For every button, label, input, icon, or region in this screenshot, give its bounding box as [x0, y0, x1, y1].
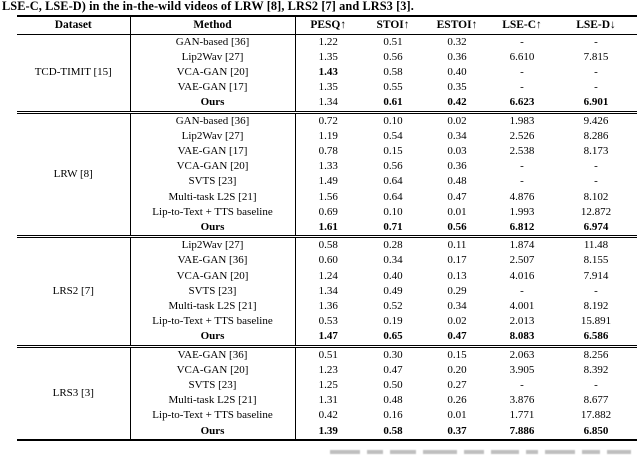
dataset-cell: TCD-TIMIT [15] — [17, 34, 130, 112]
value-cell: 0.60 — [318, 254, 338, 267]
value-cell: 0.26 — [447, 394, 467, 407]
value-cell: 0.56 — [383, 50, 403, 63]
value-cell: 0.42 — [318, 409, 338, 422]
method-cell: SVTS [23] — [130, 284, 295, 299]
value-cell: 15.891 — [580, 315, 612, 328]
value-cell: 0.56 — [447, 220, 467, 233]
value-cell: 7.815 — [583, 50, 609, 63]
value-cell: 4.016 — [509, 269, 535, 282]
value-cell: - — [520, 160, 524, 173]
dataset-group — [17, 112, 637, 237]
value-cell: 8.286 — [583, 129, 609, 142]
value-cell: 1.25 — [318, 378, 338, 391]
dataset-group — [17, 346, 637, 440]
value-cell: 0.52 — [383, 299, 403, 312]
value-cell: 8.192 — [583, 299, 609, 312]
method-cell: VAE-GAN [36] — [130, 253, 295, 268]
text-fragment — [423, 450, 457, 454]
value-cell: 0.47 — [383, 363, 403, 376]
value-cell: 0.48 — [383, 394, 403, 407]
value-cell: 6.610 — [509, 50, 535, 63]
value-cell: 0.47 — [447, 330, 467, 343]
value-cell: 0.34 — [447, 129, 467, 142]
value-cell: 0.13 — [447, 269, 467, 282]
value-cell: 6.850 — [583, 424, 609, 437]
value-cell: 0.10 — [383, 205, 403, 218]
value-cell: 8.083 — [509, 330, 535, 343]
value-cell: 0.53 — [318, 315, 338, 328]
value-cell: 0.15 — [383, 144, 403, 157]
value-cell: 1.61 — [318, 220, 338, 233]
text-fragment — [464, 450, 484, 454]
value-cell: 1.34 — [318, 284, 338, 297]
value-cell: 0.36 — [447, 50, 467, 63]
value-cell: - — [520, 35, 524, 48]
value-cell: 9.426 — [555, 112, 637, 129]
column-header-lse-c: LSE-C↑ — [489, 16, 555, 34]
method-cell: Lip2Wav [27] — [130, 237, 295, 254]
header-row — [17, 16, 637, 34]
value-cell: 1.34 — [318, 96, 338, 109]
value-cell: 0.47 — [447, 190, 467, 203]
value-cell: 0.69 — [318, 205, 338, 218]
method-cell: VAE-GAN [17] — [130, 144, 295, 159]
value-cell: 1.771 — [509, 409, 535, 422]
value-cell: - — [520, 65, 524, 78]
value-cell: - — [594, 175, 598, 188]
cropped-next-caption-fragment — [330, 450, 638, 456]
value-cell: 0.54 — [383, 129, 403, 142]
table-row — [17, 237, 637, 254]
value-cell: 1.24 — [318, 269, 338, 282]
method-cell: Ours — [130, 95, 295, 112]
value-cell: 1.874 — [489, 237, 555, 254]
value-cell: 1.47 — [318, 330, 338, 343]
value-cell: 0.16 — [383, 409, 403, 422]
value-cell: 0.55 — [383, 81, 403, 94]
value-cell: 0.71 — [383, 220, 403, 233]
dataset-group — [17, 237, 637, 346]
text-fragment — [607, 450, 631, 454]
value-cell: 6.901 — [583, 96, 609, 109]
value-cell: 0.40 — [447, 65, 467, 78]
value-cell: 8.392 — [583, 363, 609, 376]
value-cell: 0.29 — [447, 284, 467, 297]
text-fragment — [491, 450, 519, 454]
method-cell: VAE-GAN [17] — [130, 80, 295, 95]
column-header-method: Method — [130, 16, 295, 34]
value-cell: 0.03 — [447, 144, 467, 157]
value-cell: 1.23 — [318, 363, 338, 376]
value-cell: 0.72 — [295, 112, 361, 129]
table-row — [17, 34, 637, 50]
value-cell: - — [594, 284, 598, 297]
value-cell: 0.49 — [383, 284, 403, 297]
value-cell: 2.063 — [489, 346, 555, 363]
value-cell: 8.677 — [583, 394, 609, 407]
value-cell: - — [520, 81, 524, 94]
value-cell: - — [520, 378, 524, 391]
column-header-estoi: ESTOI↑ — [425, 16, 489, 34]
method-cell: Lip2Wav [27] — [130, 129, 295, 144]
value-cell: 0.01 — [447, 205, 467, 218]
text-fragment — [582, 450, 600, 454]
value-cell: 3.876 — [509, 394, 535, 407]
value-cell: 2.013 — [509, 315, 535, 328]
value-cell: 0.64 — [383, 190, 403, 203]
method-cell: Multi-task L2S [21] — [130, 299, 295, 314]
value-cell: 0.17 — [447, 254, 467, 267]
value-cell: 1.33 — [318, 160, 338, 173]
value-cell: 0.50 — [383, 378, 403, 391]
value-cell: 7.886 — [509, 424, 535, 437]
value-cell: 0.51 — [295, 346, 361, 363]
value-cell: 1.39 — [318, 424, 338, 437]
method-cell: Ours — [130, 220, 295, 237]
method-cell: Multi-task L2S [21] — [130, 190, 295, 205]
value-cell: 3.905 — [509, 363, 535, 376]
method-cell: GAN-based [36] — [130, 34, 295, 50]
table-header — [17, 16, 637, 34]
value-cell: 0.48 — [447, 175, 467, 188]
dataset-cell: LRS3 [3] — [17, 346, 130, 440]
value-cell: 1.19 — [318, 129, 338, 142]
table-caption-continuation: LSE-C, LSE-D) in the in-the-wild videos of LRW [8], LRS2 [7] and LRS3 [3]. — [2, 0, 414, 13]
value-cell: 17.882 — [580, 409, 612, 422]
value-cell: 0.36 — [447, 160, 467, 173]
value-cell: 6.974 — [583, 220, 609, 233]
dataset-group — [17, 34, 637, 112]
value-cell: 0.30 — [361, 346, 425, 363]
value-cell: 0.51 — [383, 35, 403, 48]
column-header-lse-d: LSE-D↓ — [555, 16, 637, 34]
value-cell: 1.36 — [318, 299, 338, 312]
value-cell: - — [594, 65, 598, 78]
text-fragment — [367, 450, 383, 454]
value-cell: 0.42 — [447, 96, 467, 109]
value-cell: 0.78 — [318, 144, 338, 157]
value-cell: 0.01 — [447, 409, 467, 422]
method-cell: VAE-GAN [36] — [130, 346, 295, 363]
method-cell: GAN-based [36] — [130, 112, 295, 129]
value-cell: 0.20 — [447, 363, 467, 376]
value-cell: 4.876 — [509, 190, 535, 203]
value-cell: 0.02 — [425, 112, 489, 129]
value-cell: 1.35 — [318, 81, 338, 94]
text-fragment — [390, 450, 416, 454]
method-cell: VCA-GAN [20] — [130, 159, 295, 174]
value-cell: 0.65 — [383, 330, 403, 343]
value-cell: 12.872 — [580, 205, 612, 218]
method-cell: Ours — [130, 424, 295, 440]
value-cell: 0.40 — [383, 269, 403, 282]
table-row — [17, 112, 637, 129]
column-header-pesq: PESQ↑ — [295, 16, 361, 34]
value-cell: 4.001 — [509, 299, 535, 312]
dataset-cell: LRW [8] — [17, 112, 130, 237]
value-cell: 0.28 — [361, 237, 425, 254]
value-cell: 0.02 — [447, 315, 467, 328]
method-cell: Ours — [130, 329, 295, 346]
method-cell: Multi-task L2S [21] — [130, 393, 295, 408]
method-cell: SVTS [23] — [130, 378, 295, 393]
value-cell: 0.37 — [447, 424, 467, 437]
value-cell: 0.11 — [425, 237, 489, 254]
value-cell: - — [594, 35, 598, 48]
value-cell: 1.43 — [318, 65, 338, 78]
value-cell: 0.56 — [383, 160, 403, 173]
method-cell: VCA-GAN [20] — [130, 269, 295, 284]
column-header-dataset: Dataset — [17, 16, 130, 34]
value-cell: - — [594, 378, 598, 391]
value-cell: 1.22 — [318, 35, 338, 48]
value-cell: 8.155 — [583, 254, 609, 267]
value-cell: 1.31 — [318, 394, 338, 407]
column-header-stoi: STOI↑ — [361, 16, 425, 34]
value-cell: - — [594, 160, 598, 173]
value-cell: 11.48 — [555, 237, 637, 254]
text-fragment — [330, 450, 360, 454]
value-cell: 0.34 — [447, 299, 467, 312]
value-cell: 0.35 — [447, 81, 467, 94]
table-row — [17, 346, 637, 363]
value-cell: 1.49 — [318, 175, 338, 188]
method-cell: SVTS [23] — [130, 174, 295, 189]
value-cell: - — [594, 81, 598, 94]
value-cell: 8.256 — [555, 346, 637, 363]
value-cell: 1.993 — [509, 205, 535, 218]
value-cell: 2.507 — [509, 254, 535, 267]
text-fragment — [545, 450, 575, 454]
method-cell: Lip-to-Text + TTS baseline — [130, 314, 295, 329]
value-cell: 0.10 — [361, 112, 425, 129]
method-cell: Lip-to-Text + TTS baseline — [130, 408, 295, 423]
value-cell: 8.102 — [583, 190, 609, 203]
value-cell: 0.64 — [383, 175, 403, 188]
value-cell: 0.15 — [425, 346, 489, 363]
value-cell: 1.56 — [318, 190, 338, 203]
dataset-cell: LRS2 [7] — [17, 237, 130, 346]
value-cell: 1.35 — [318, 50, 338, 63]
value-cell: 1.983 — [489, 112, 555, 129]
value-cell: 8.173 — [583, 144, 609, 157]
value-cell: 6.623 — [509, 96, 535, 109]
value-cell: - — [520, 284, 524, 297]
method-cell: VCA-GAN [20] — [130, 65, 295, 80]
value-cell: 6.586 — [583, 330, 609, 343]
method-cell: Lip-to-Text + TTS baseline — [130, 205, 295, 220]
text-fragment — [526, 450, 538, 454]
method-cell: Lip2Wav [27] — [130, 50, 295, 65]
value-cell: 0.58 — [295, 237, 361, 254]
results-table — [17, 15, 637, 441]
value-cell: 7.914 — [583, 269, 609, 282]
value-cell: 0.34 — [383, 254, 403, 267]
value-cell: 2.526 — [509, 129, 535, 142]
value-cell: 0.27 — [447, 378, 467, 391]
value-cell: 0.58 — [383, 424, 403, 437]
method-cell: VCA-GAN [20] — [130, 363, 295, 378]
value-cell: 0.61 — [383, 96, 403, 109]
value-cell: 6.812 — [509, 220, 535, 233]
value-cell: 0.32 — [447, 35, 467, 48]
value-cell: - — [520, 175, 524, 188]
value-cell: 2.538 — [509, 144, 535, 157]
value-cell: 0.58 — [383, 65, 403, 78]
value-cell: 0.19 — [383, 315, 403, 328]
